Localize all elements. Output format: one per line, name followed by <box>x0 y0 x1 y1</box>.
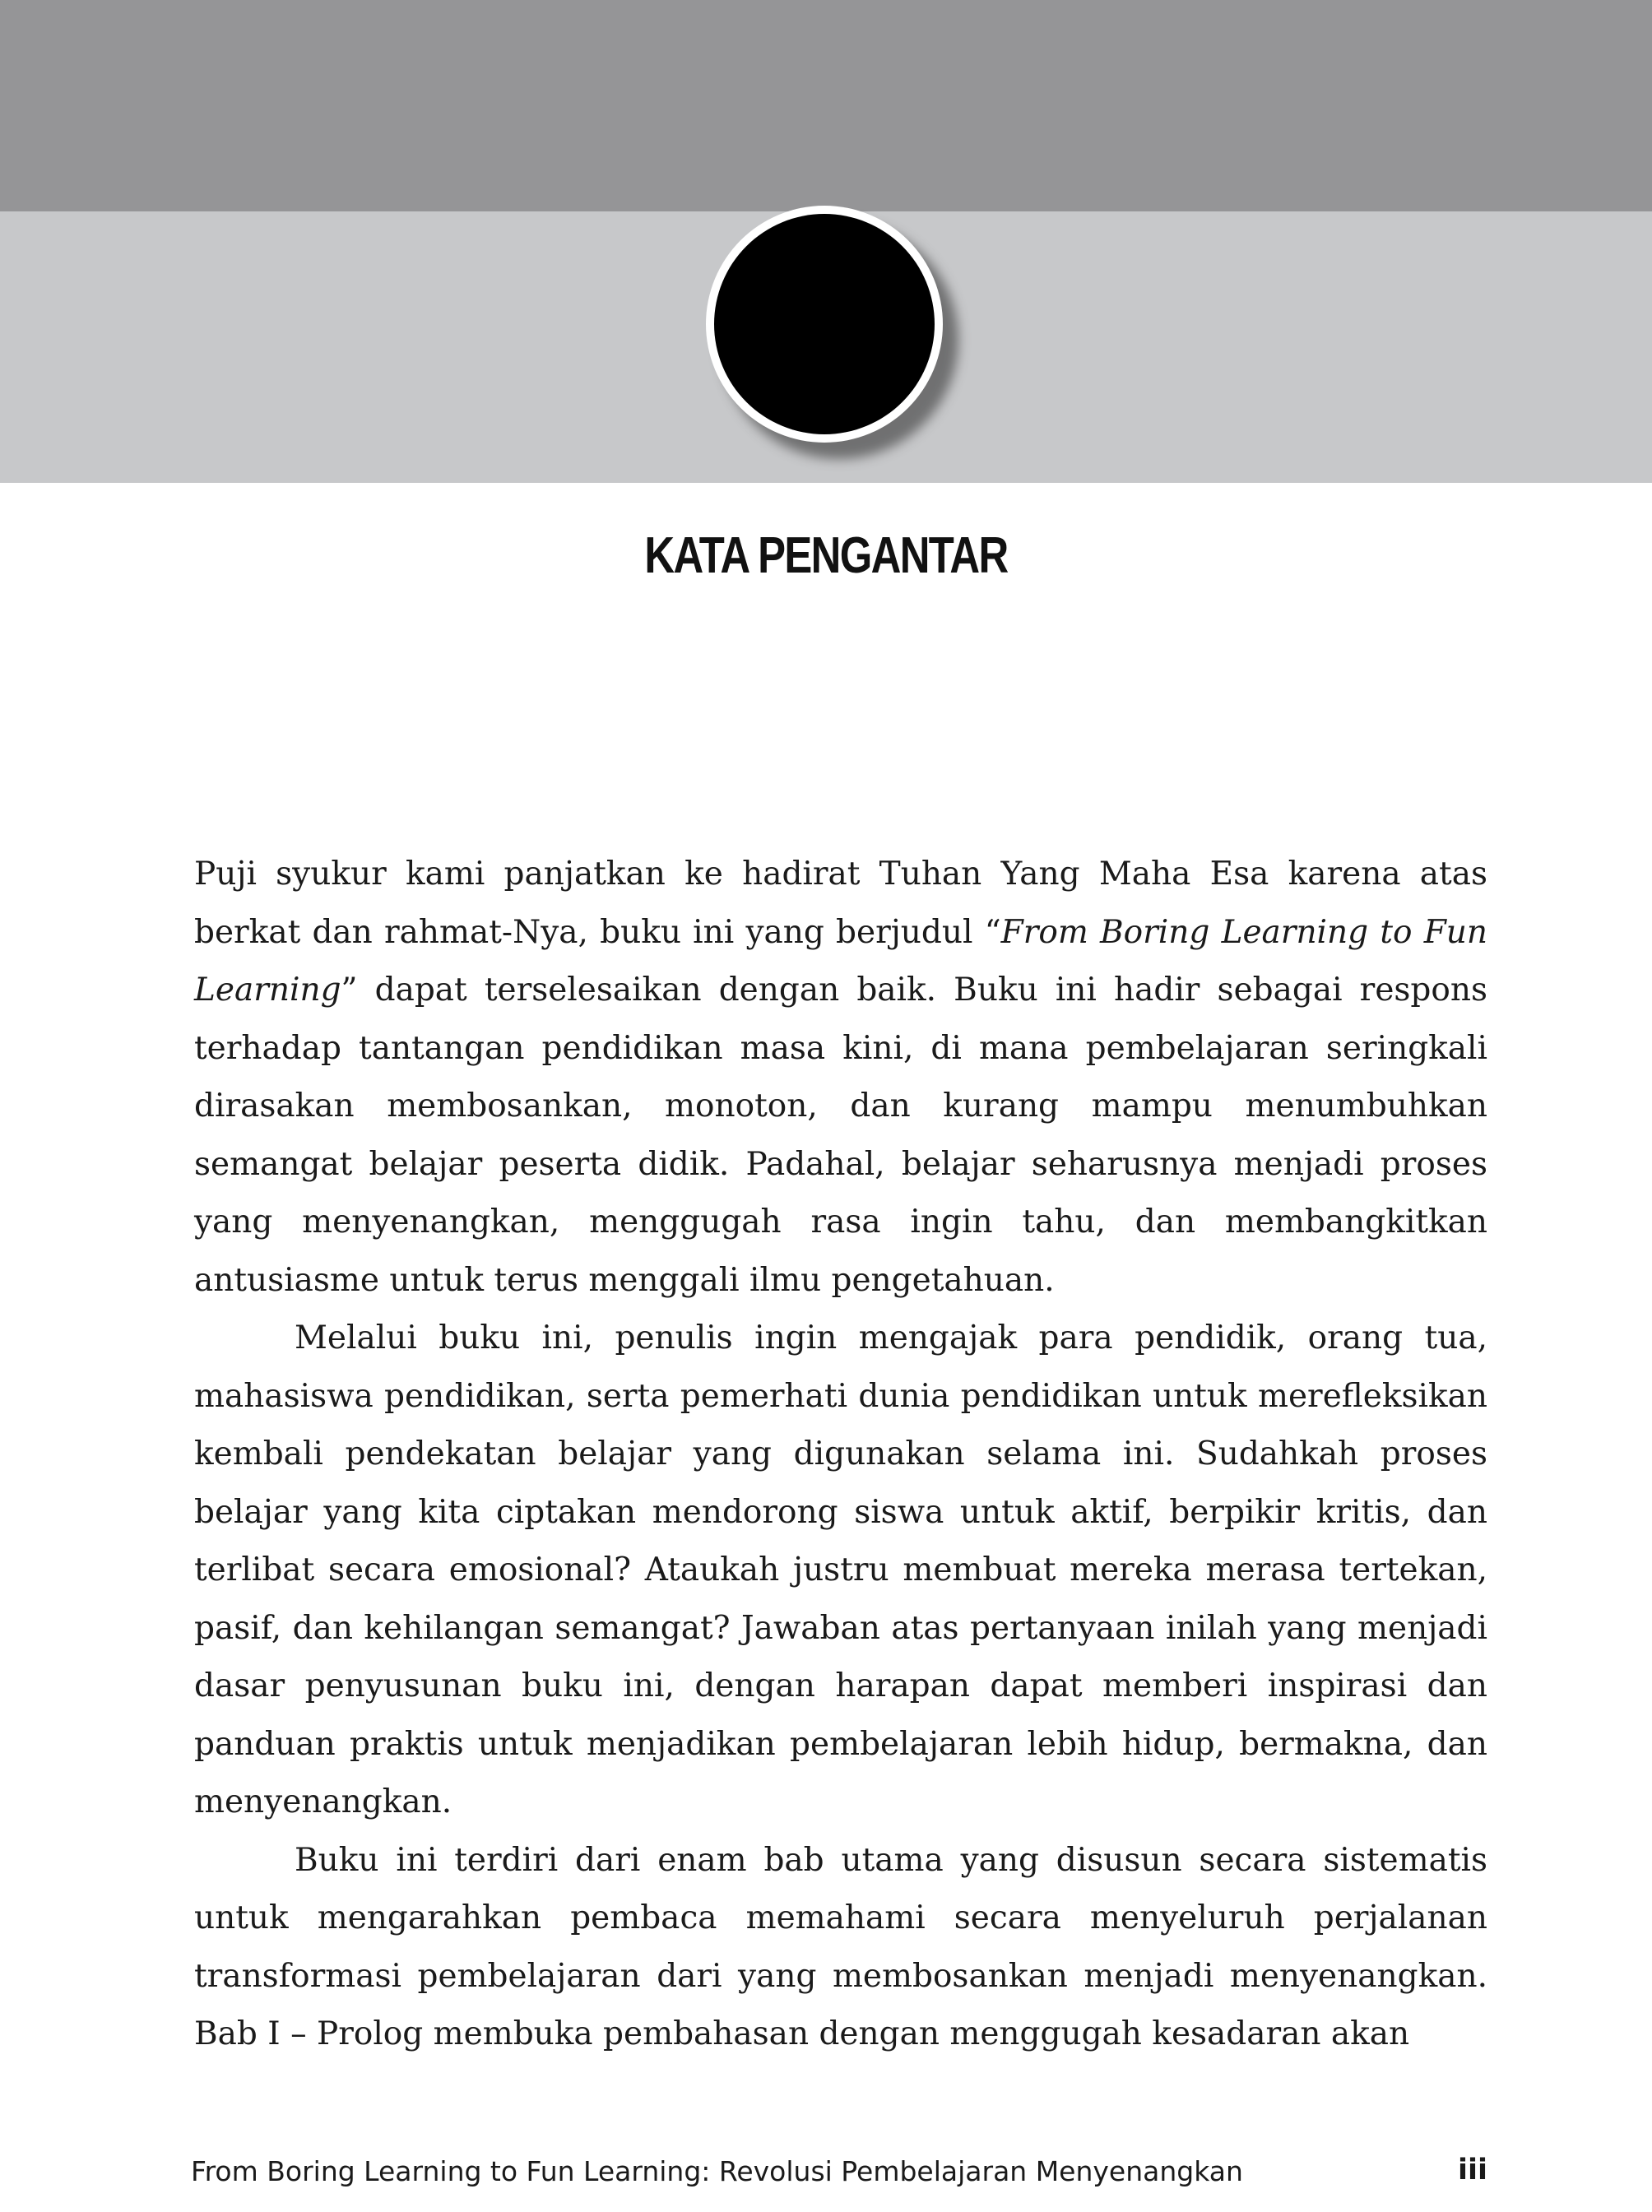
paragraph-3: Buku ini terdiri dari enam bab utama yang disusun secara sistematis untuk mengarahkan pembaca memahami secara menyeluruh perjalanan transformasi pembelajaran dari yang membosankan menjadi menyenangkan. Bab I – Prolog membuka pembahasan dengan menggugah kesadaran akan <box>194 1841 1487 2052</box>
paragraph-2: Melalui buku ini, penulis ingin mengajak para pendidik, orang tua, mahasiswa pendidikan, serta pemerhati dunia pendidikan untuk merefleksikan kembali pendekatan belajar yang digunakan selama ini. Sudahkah proses belajar yang kita ciptakan mendorong siswa untuk aktif, berpikir kritis, dan terlibat secara emosional? Ataukah justru membuat mereka merasa tertekan, pasif, dan kehilangan semangat? Jawaban atas pertanyaan inilah yang menjadi dasar penyusunan buku ini, dengan harapan dapat memberi inspirasi dan panduan praktis untuk menjadikan pembelajaran lebih hidup, bermakna, dan menyenangkan. <box>194 1319 1487 1820</box>
header-band-dark <box>0 0 1652 211</box>
body-text <box>194 846 1487 2064</box>
paragraph-1 <box>194 846 1487 1310</box>
page-number: iii <box>1458 2154 1487 2186</box>
book-title-italic: From Boring Learning to Fun Learning <box>194 913 1487 1009</box>
chapter-circle-badge <box>706 206 943 443</box>
paragraph-1-start: Puji syukur kami panjatkan ke hadirat Tuhan Yang Maha Esa karena atas berkat dan rahmat-Nya, buku ini yang berjudul “ <box>194 856 1487 951</box>
page-title: KATA PENGANTAR <box>644 527 1008 584</box>
footer-book-title: From Boring Learning to Fun Learning: Revolusi Pembelajaran Menyenangkan <box>191 2155 1243 2187</box>
paragraph-1-end: ” dapat terselesaikan dengan baik. Buku ini hadir sebagai respons terhadap tantangan pendidikan masa kini, di mana pembelajaran seringkali dirasakan membosankan, monoton, dan kurang mampu menumbuhkan semangat belajar peserta didik. Padahal, belajar seharusnya menjadi proses yang menyenangkan, menggugah rasa ingin tahu, dan membangkitkan antusiasme untuk terus menggali ilmu pengetahuan. <box>194 972 1487 1299</box>
chapter-circle-fill <box>714 214 935 434</box>
